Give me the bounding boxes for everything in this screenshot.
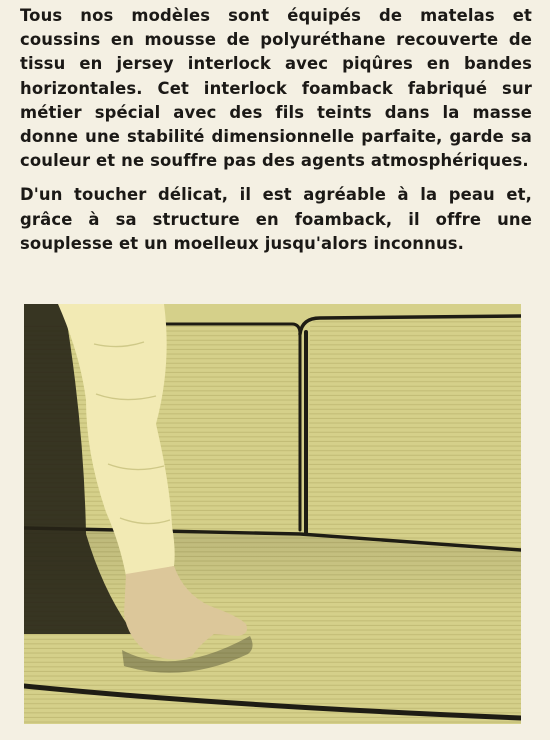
sofa-photo [24,304,521,724]
back-cushion-right [308,318,521,548]
paragraph-comfort: D'un toucher délicat, il est agréable à la peau et, grâce à sa structure en foamback, il offre une souplesse et un moelleux jusqu'alors inconnus. [20,185,532,253]
article-text [20,4,532,256]
paragraph-materials: Tous nos modèles sont équipés de matelas et coussins en mousse de polyuréthane recouverte de tissu en jersey interlock avec piqûres en bandes horizontales. Cet interlock foamback fabriqué sur métier spécial avec des fils teints dans la masse donne une stabilité dimensionnelle parfaite, garde sa couleur et ne souffre pas des agents atmosphériques. [20,6,532,171]
